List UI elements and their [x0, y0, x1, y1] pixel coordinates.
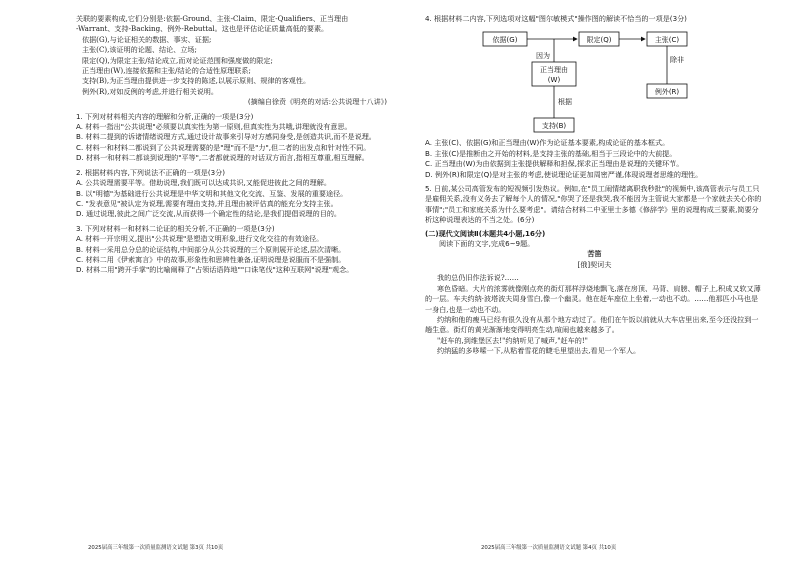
section-modern-reading-2	[425, 229, 764, 271]
since-label: 因为	[536, 52, 550, 61]
question-5	[425, 184, 764, 226]
option-d: D. 例外(R)和限定(Q)是对主张的考虑,使说理论证更加周密严谨,体现说理者思维的理性。	[425, 169, 703, 179]
option-a: A. 材料一指出"公共说理"必须要以真实性为第一原则,但真实性为共哦,讲理就没有意思。	[76, 122, 352, 132]
unless-label: 除非	[670, 56, 684, 65]
definition-warrant: 正当理由(W),连接依据和主张/结论的合适性原理联系;	[82, 66, 251, 76]
page-footer: 2025届高三年级第一次质量监测语文试题 第3页 共10页	[88, 545, 224, 551]
question-stem: 3. 下列对材料一和材料二论证的相关分析,不正确的一项是(3分)	[76, 223, 275, 233]
definition-grounds: 依据(G),与论证相关的数据、事实、证据;	[82, 34, 212, 44]
definition-backing: 支持(B),为正当理由提供进一步支持的陈述,以展示原则、规律的客观性。	[82, 76, 311, 86]
intro-line: 关联的要素构成,它们分别是:依据-Ground、主张-Claim、限定-Qualifiers、正当理由	[76, 14, 349, 23]
story-paragraph: 约纳猛的多哆嗦一下,从粘着雪花的睫毛里望出去,看见一个军人。	[437, 346, 641, 356]
question-stem: 1. 下列对材料相关内容的理解和分析,正确的一项是(3分)	[76, 111, 254, 121]
question-1	[76, 112, 387, 164]
warrant-label-line2: (W)	[547, 76, 561, 85]
question-2	[76, 168, 387, 220]
option-a: A. 公共说理需要平等。借助说理,我们既可以达成共识,又能促进彼此之间的理解。	[76, 178, 331, 188]
element-definitions	[76, 35, 387, 97]
definition-rebuttal: 例外(R),对如反例的考虑,并进行相关说明。	[82, 86, 218, 96]
option-c: C. "发表意见"被认定为说理,需要有理由支持,并且理由被评估真的能充分支持主张。	[76, 198, 338, 208]
story-paragraph: "赶车的,到维堡区去!"约纳听见了喊声,"赶车的!"	[437, 335, 588, 345]
on-account-label: 根据	[558, 98, 572, 107]
definition-qualifier: 限定(Q),为限定主张/结论成立,而对论证范围和强度做的限定;	[82, 55, 273, 65]
story-paragraph: 我的总仍旧作法诉说?……	[437, 273, 519, 283]
option-b: B. 主张(C)是推断由之开始的材料,是支持主张的基础,相当于三段论中的大前提。	[425, 148, 677, 158]
claim-label: 主张(C)	[654, 36, 680, 45]
story-title: 苦笛	[587, 249, 602, 259]
option-c: C. 材料二用《伊索寓言》中的故事,形象性和思辨性兼备,证明说理是说服而不是强制。	[76, 254, 346, 264]
toulmin-diagram	[459, 26, 729, 138]
question-stem: 2. 根据材料内容,下列说法不正确的一项是(3分)	[76, 167, 226, 177]
question-5-text: 5. 日前,某公司高管发布的短视频引发热议。例如,在"员工闹情绪离职我秒批"的视频中,该高管表示与员工只是雇佣关系,没有义务去了解每个人的情况,"你哭了还是我哭,我不能因为主管说大家都是一个家就去关心你的事情";"员工和家庭关系为什么要考虑"。请结合材料二中亚里士多德《修辞学》里的说理构成三要素,简要分析这种说理表达的不当之处。(6分)	[425, 184, 762, 225]
option-b: B. 材料一采用总分总的论证结构,中间部分从公共说理的三个原则展开论述,层次清晰。	[76, 244, 346, 254]
page-footer: 2025届高三年级第一次质量监测语文试题 第4页 共10页	[481, 545, 617, 551]
story-paragraph: 寒色昏暗。大片的浓雾就像刚点亮的街灯那样浮烧地飘飞,落在房顶、马背、肩膀、帽子上,积成又软又薄的一层。车夫约纳·波塔波夫周身雪白,像一个幽灵。他在赶车座位上坐着,一动也不动。……他那匹小马也是一身白,也是一动也不动。	[425, 283, 761, 314]
grounds-label: 依据(G)	[492, 36, 518, 45]
source-citation: (摘编自徐贲《明亮的对话:公共说理十八讲》)	[247, 97, 387, 107]
option-d: D. 材料二用"跨开手掌"的比喻阐释了"占领话语阵地""口诛笔伐"这种互联网"说理"观念。	[76, 265, 354, 275]
option-a: A. 材料一开宗明义,提出"公共说理"是塑造文明形象,进行文化交往的有效途径。	[76, 234, 324, 244]
intro-text	[76, 14, 387, 35]
question-stem: 4. 根据材料二内容,下列选项对这幅"图尔敏模式"操作图的解读不恰当的一项是(3分)	[425, 14, 687, 23]
right-page	[397, 0, 794, 561]
option-c: C. 材料一和材料二都说到了公共说理需要的是"理"而不是"力",但二者的出发点和针对性不同。	[76, 142, 371, 152]
option-d: D. 通过说理,彼此之间广泛交流,从而获得一个确定性的结论,是我们提倡说理的目的。	[76, 209, 342, 219]
option-d: D. 材料一和材料二都谈到说理的"平等",二者都就说理的对话双方而言,指相互尊重,相互理解。	[76, 153, 369, 163]
option-a: A. 主张(C)、依据(G)和正当理由(W)作为论证基本要素,构成论证的基本框式。	[425, 138, 670, 148]
option-c: C. 正当理由(W)为由依据到主张提供解释和担保,探求正当理由是说理的关键环节。	[425, 159, 684, 169]
story-body	[425, 273, 764, 356]
story-author: [俄]契诃夫	[577, 259, 612, 269]
reading-instruction: 阅读下面的文字,完成6~9题。	[439, 239, 535, 249]
warrant-label-line1: 正当理由	[540, 66, 568, 75]
qualifier-label: 限定(Q)	[586, 36, 612, 45]
definition-claim: 主张(C),该证明的论题、结论、立场;	[82, 45, 197, 55]
option-b: B. 材料二提到的诉诸情绪说理方式,通过设计故事来引导对方感同身受,是创造共识,而不是说理。	[76, 132, 376, 142]
section-heading: (二)现代文阅读Ⅱ(本题共4小题,16分)	[425, 228, 546, 238]
question-4	[425, 14, 764, 180]
story-paragraph: 约纳和他的瘦马已经有很久没有从那个地方动过了。他们在午饭以前就从大车店里出来,至今还没拉到一趟生意。街灯的黄光渐渐地变得明亮生动,喧闹也越来越多了。	[425, 314, 759, 335]
question-3	[76, 224, 387, 276]
option-b: B. 以"明德"为基础进行公共说理是中华文明和其他文化交流、互鉴、发展的重要途径。	[76, 188, 348, 198]
intro-line: -Warrant、支持-Backing、例外-Rebuttal。这也是评估论证质量高低的要素。	[76, 24, 329, 34]
rebuttal-label: 例外(R)	[654, 88, 680, 97]
backing-label: 支持(B)	[541, 122, 567, 131]
